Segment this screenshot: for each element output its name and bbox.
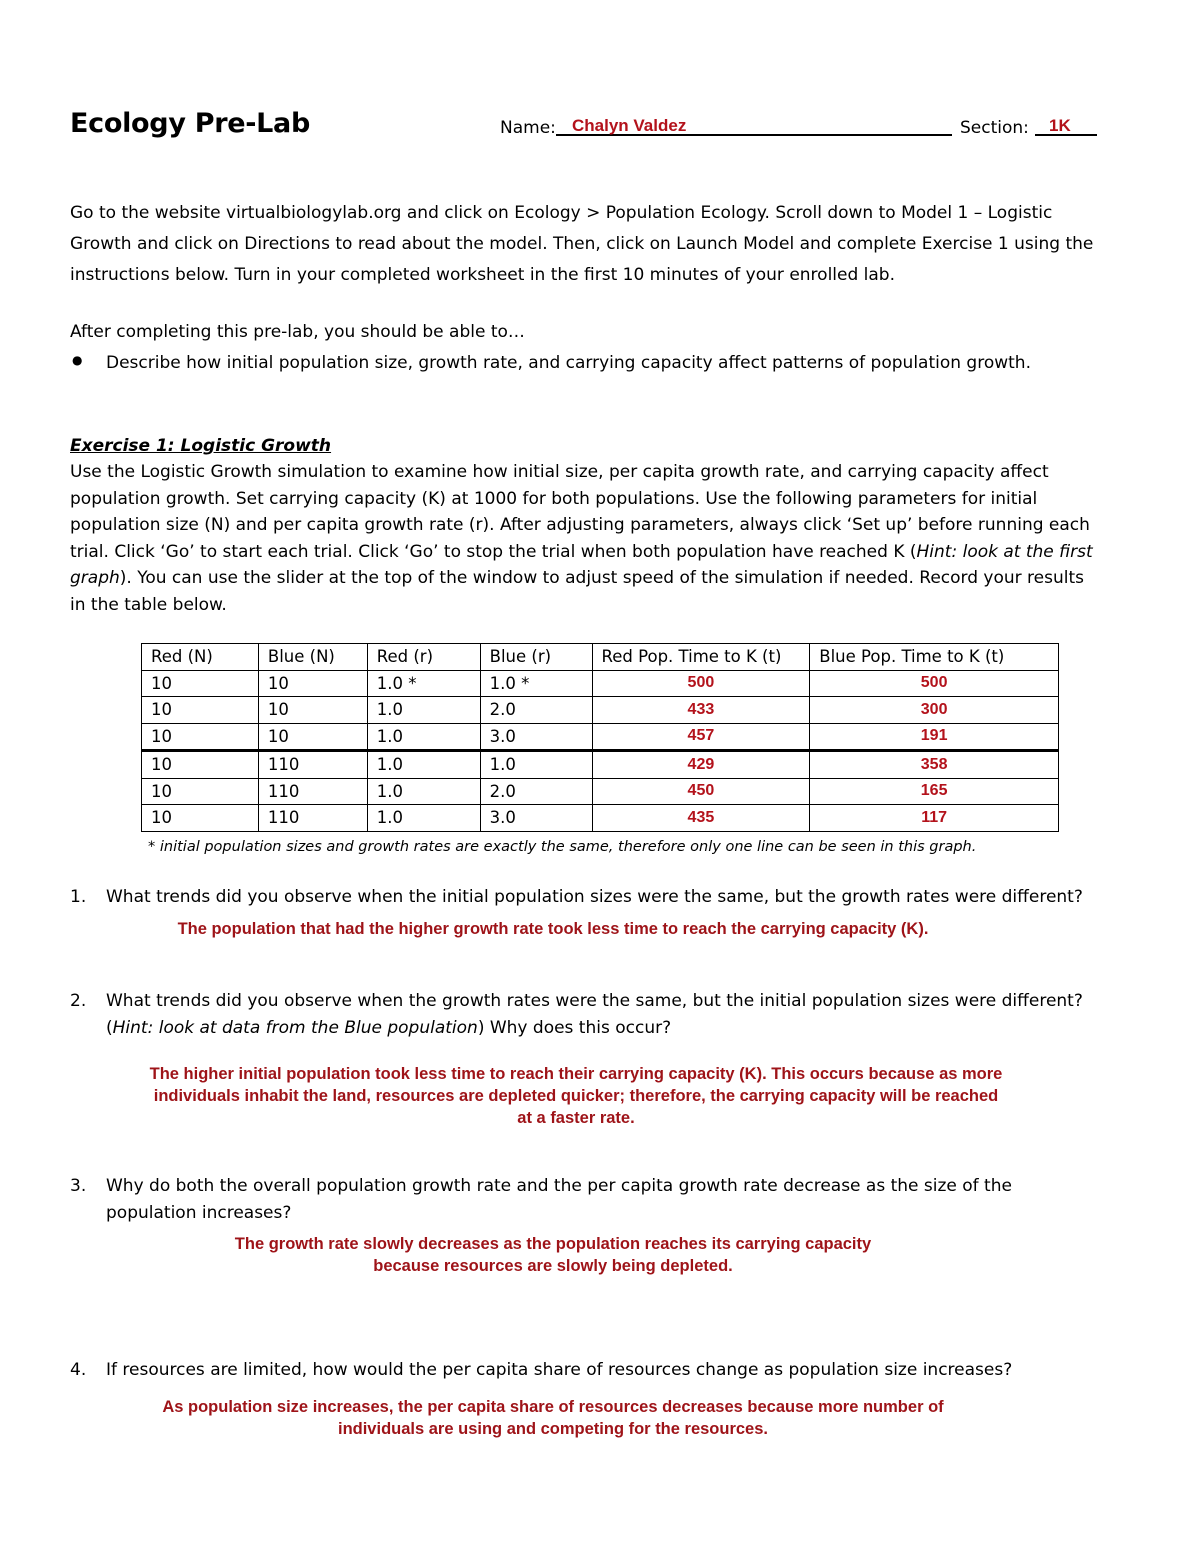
table-row: [142, 778, 1059, 805]
hint-text: Hint: look at data from the Blue population: [112, 1017, 478, 1038]
question-line: What trends did you observe when the growth rates were the same, but the initial population sizes were different?: [106, 991, 1083, 1011]
exercise-line: [70, 539, 1093, 566]
question-number: 1.: [70, 887, 87, 907]
answer-cell[interactable]: 450: [592, 778, 810, 805]
answer-text[interactable]: [100, 918, 1006, 940]
answer-text[interactable]: [100, 1063, 1052, 1129]
column-header: Blue (r): [480, 644, 592, 671]
exercise-line-text: trial. Click ‘Go’ to start each trial. Click ‘Go’ to stop the trial when both population have reached K (: [70, 541, 917, 562]
exercise-title: Exercise 1: Logistic Growth: [70, 436, 332, 456]
section-value: 1K: [1049, 116, 1071, 135]
table-cell: 1.0 *: [367, 670, 480, 697]
table-header-row: [142, 644, 1059, 671]
section-label: Section:: [960, 118, 1029, 138]
table-cell: 1.0: [367, 805, 480, 832]
table-cell: 1.0: [367, 778, 480, 805]
table-cell: 10: [142, 723, 259, 751]
table-row: [142, 670, 1059, 697]
answer-line: at a faster rate.: [517, 1109, 635, 1127]
question-line: population increases?: [106, 1202, 292, 1223]
answer-line: because resources are slowly being depleted.: [373, 1257, 733, 1275]
column-header: Red Pop. Time to K (t): [592, 644, 810, 671]
name-value: Chalyn Valdez: [572, 116, 687, 135]
answer-line: individuals are using and competing for the resources.: [337, 1420, 768, 1438]
table-cell: 1.0: [480, 751, 592, 779]
page-title: Ecology Pre-Lab: [70, 108, 311, 139]
objective-item: Describe how initial population size, growth rate, and carrying capacity affect patterns of population growth.: [106, 353, 1031, 373]
answer-cell[interactable]: 500: [810, 670, 1059, 697]
answer-cell[interactable]: 358: [810, 751, 1059, 779]
exercise-instructions: [70, 459, 1093, 618]
column-header: Red (r): [367, 644, 480, 671]
answer-line: The higher initial population took less time to reach their carrying capacity (K). This occurs because as more: [149, 1065, 1003, 1083]
objectives-lead: After completing this pre-lab, you should be able to…: [70, 322, 525, 342]
question-text: [106, 1173, 1012, 1226]
table-cell: 1.0 *: [480, 670, 592, 697]
question-line-text: ) Why does this occur?: [477, 1017, 672, 1038]
exercise-line: in the table below.: [70, 594, 227, 615]
table-cell: 110: [258, 751, 367, 779]
exercise-line: population growth. Set carrying capacity (K) at 1000 for both populations. Use the following parameters for initial: [70, 488, 1038, 509]
question-number: 2.: [70, 991, 87, 1011]
intro-line: Growth and click on Directions to read about the model. Then, click on Launch Model and complete Exercise 1 using the: [70, 234, 1094, 254]
intro-line: Go to the website virtualbiologylab.org and click on Ecology > Population Ecology. Scroll down to Model 1 – Logistic: [70, 203, 1053, 223]
table-cell: 10: [142, 751, 259, 779]
exercise-line: [70, 565, 1093, 592]
table-cell: 10: [142, 697, 259, 724]
table-cell: 10: [142, 778, 259, 805]
answer-line: As population size increases, the per capita share of resources decreases because more number of: [162, 1398, 944, 1416]
table-row: [142, 751, 1059, 779]
table-cell: 10: [142, 670, 259, 697]
table-cell: 1.0: [367, 751, 480, 779]
intro-paragraph: [70, 198, 1093, 291]
exercise-line: Use the Logistic Growth simulation to examine how initial size, per capita growth rate, and carrying capacity affect: [70, 462, 1049, 482]
question-text: What trends did you observe when the initial population sizes were the same, but the growth rates were different?: [106, 887, 1083, 907]
table-cell: 2.0: [480, 697, 592, 724]
answer-cell[interactable]: 429: [592, 751, 810, 779]
answer-cell[interactable]: 165: [810, 778, 1059, 805]
answer-text[interactable]: [100, 1233, 1006, 1277]
table-cell: 1.0: [367, 697, 480, 724]
answer-cell[interactable]: 191: [810, 723, 1059, 751]
table-cell: 3.0: [480, 805, 592, 832]
table-row: [142, 697, 1059, 724]
table-cell: 1.0: [367, 723, 480, 751]
column-header: Red (N): [142, 644, 259, 671]
bullet-icon: ●: [72, 353, 83, 367]
answer-text[interactable]: [100, 1396, 1006, 1440]
table-cell: 3.0: [480, 723, 592, 751]
question-line: [106, 1015, 1083, 1042]
table-row: [142, 805, 1059, 832]
intro-line: instructions below. Turn in your completed worksheet in the first 10 minutes of your enrolled lab.: [70, 265, 895, 285]
question-text: If resources are limited, how would the per capita share of resources change as population size increases?: [106, 1360, 1013, 1380]
table-cell: 10: [258, 723, 367, 751]
results-table: [141, 643, 1059, 832]
table-cell: 110: [258, 778, 367, 805]
answer-cell[interactable]: 433: [592, 697, 810, 724]
table-cell: 110: [258, 805, 367, 832]
answer-cell[interactable]: 457: [592, 723, 810, 751]
hint-text: graph: [70, 568, 120, 588]
answer-cell[interactable]: 435: [592, 805, 810, 832]
table-cell: 10: [258, 697, 367, 724]
question-line-text: (: [106, 1017, 113, 1038]
answer-cell[interactable]: 300: [810, 697, 1059, 724]
name-label: Name:: [500, 118, 556, 138]
table-cell: 10: [258, 670, 367, 697]
answer-line: The population that had the higher growth rate took less time to reach the carrying capacity (K).: [177, 920, 929, 938]
hint-text: Hint: look at the first: [916, 541, 1093, 562]
table-cell: 2.0: [480, 778, 592, 805]
answer-line: The growth rate slowly decreases as the population reaches its carrying capacity: [234, 1235, 872, 1253]
column-header: Blue (N): [258, 644, 367, 671]
column-header: Blue Pop. Time to K (t): [810, 644, 1059, 671]
question-line: Why do both the overall population growth rate and the per capita growth rate decrease as the size of the: [106, 1176, 1012, 1196]
answer-line: individuals inhabit the land, resources are depleted quicker; therefore, the carrying capacity will be reached: [153, 1087, 999, 1105]
table-footnote: * initial population sizes and growth rates are exactly the same, therefore only one line can be seen in this graph.: [148, 839, 977, 855]
question-number: 4.: [70, 1360, 87, 1380]
table-row: [142, 723, 1059, 751]
question-number: 3.: [70, 1176, 87, 1196]
table-cell: 10: [142, 805, 259, 832]
exercise-line: population size (N) and per capita growth rate (r). After adjusting parameters, always click ‘Set up’ before running each: [70, 515, 1090, 535]
exercise-line-text: ). You can use the slider at the top of the window to adjust speed of the simulation if needed. Record your results: [119, 568, 1084, 588]
question-text: [106, 988, 1083, 1041]
answer-cell[interactable]: 117: [810, 805, 1059, 832]
answer-cell[interactable]: 500: [592, 670, 810, 697]
